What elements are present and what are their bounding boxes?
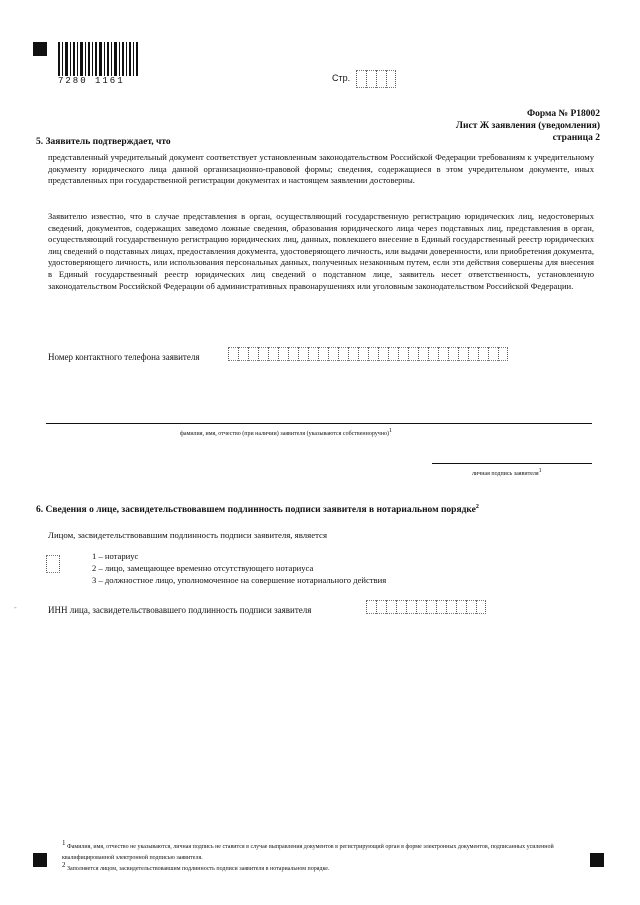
page-number-field[interactable] xyxy=(356,70,396,88)
sheet-title: Лист Ж заявления (уведомления) xyxy=(455,121,600,131)
form-heading xyxy=(456,108,600,144)
phone-label: Номер контактного телефона заявителя xyxy=(48,352,200,362)
applicant-signature-line[interactable] xyxy=(432,463,592,464)
registration-marker-top-left xyxy=(33,42,47,56)
page-title: страница 2 xyxy=(552,133,600,143)
option-acting-notary: 2 – лицо, замещающее временно отсутствующего нотариуса xyxy=(92,563,314,573)
registration-marker-bottom-right xyxy=(590,853,604,867)
footnote-2: $^2$ Заполняется лицом, засвидетельствовавшим подлинность подписи заявителя в нотариальном порядке. xyxy=(62,861,330,872)
page-label: Стр. xyxy=(332,73,351,83)
inn-label: ИНН лица, засвидетельствовавшего подлинность подписи заявителя xyxy=(48,605,312,615)
section6-heading: 6. Сведения о лице, засвидетельствовавшем подлинность подписи заявителя в нотариальном порядке$^2$ xyxy=(36,504,479,516)
margin-tick: - xyxy=(14,603,17,612)
applicant-name-line[interactable] xyxy=(46,423,592,424)
section5-heading: 5. Заявитель подтверждает, что xyxy=(36,137,171,147)
inn-input[interactable] xyxy=(366,600,486,614)
option-notary: 1 – нотариус xyxy=(92,551,139,561)
section6-intro: Лицом, засвидетельствовавшим подлинность подписи заявителя, является xyxy=(48,530,328,540)
form-title: Форма № Р18002 xyxy=(526,109,600,119)
phone-input[interactable] xyxy=(228,347,508,361)
footnote-1: $^1$ Фамилия, имя, отчество не указываются, личная подпись не ставится в случае выправления документов в регистрирующий орган в форме электронных документов, подписанных усиленной квалифицированной электронной подписью заявителя. xyxy=(62,839,554,861)
section5-paragraph2: Заявителю известно, что в случае представления в орган, осуществляющий государственную регистрацию юридических лиц, недостоверных сведений, документов, содержащих заведомо ложные сведения, образования юридического лица через подставных лиц, представления в орган, осуществляющий государственную регистрацию юридических лиц, данных, повлекшего внесение в Единый государственный реестр юридических лиц сведений о подставных лицах, предоставления документа, удостоверяющего личность, или выдачи доверенности, или приобретения документа, удостоверяющего личность, или использования персональных данных, полученных незаконным путем, если эти действия совершены для внесения в Единый государственный реестр юридических лиц сведений о подставном лице, заявитель несет ответственность, установленную законодательством Российской Федерации об административных правонарушениях или уголовным законодательством Российской Федерации. xyxy=(48,211,594,291)
barcode-number: 7280 1161 xyxy=(58,76,125,86)
barcode-icon xyxy=(58,42,138,76)
applicant-name-caption: фамилия, имя, отчество (при наличии) заявителя (указываются собственноручно)$^1$ xyxy=(180,428,392,437)
applicant-signature-caption: личная подпись заявителя$^1$ xyxy=(472,468,542,477)
section5-paragraph1: представленный учредительный документ соответствует установленным законодательством Российской Федерации требованиям к учредительному документу юридического лица данной организационно-правовой формы; сведения, содержащиеся в этом учредительном документе, иных представленных при государственной регистрации документах и настоящем заявлении достоверны. xyxy=(48,152,594,186)
option-official: 3 – должностное лицо, уполномоченное на совершение нотариального действия xyxy=(92,575,387,585)
notary-type-field[interactable] xyxy=(46,555,60,573)
registration-marker-bottom-left xyxy=(33,853,47,867)
